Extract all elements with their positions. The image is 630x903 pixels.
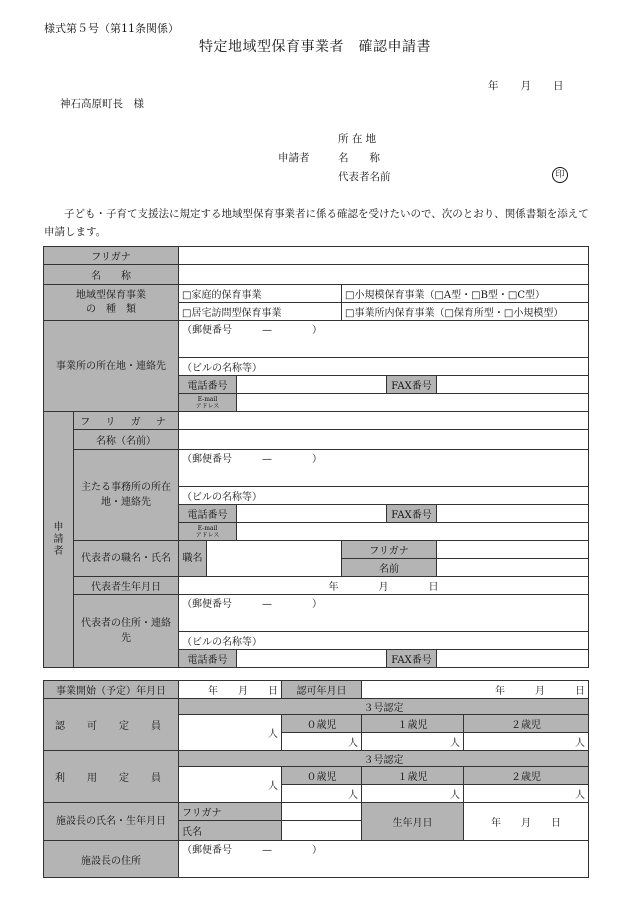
main-email-input[interactable] bbox=[237, 523, 589, 541]
date-line: 年 月 日 bbox=[488, 80, 564, 92]
label-applicant-name: 名称（名前） bbox=[74, 430, 179, 450]
office-tel-input[interactable] bbox=[237, 376, 387, 394]
label-age2-b: ２歳児 bbox=[464, 767, 589, 785]
type-home[interactable]: □家庭的保育事業 bbox=[179, 285, 342, 303]
label-cert3-b: ３号認定 bbox=[179, 751, 589, 767]
director-furigana-input[interactable] bbox=[282, 803, 362, 821]
label-main-email: E-mail アドレス bbox=[195, 524, 220, 539]
document-title: 特定地域型保育事業者 確認申請書 bbox=[199, 39, 431, 55]
application-form-table bbox=[43, 246, 589, 668]
label-capacity-use: 利 用 定 員 bbox=[44, 751, 179, 803]
label-furigana: フリガナ bbox=[44, 247, 179, 265]
applicant-name-input[interactable] bbox=[179, 430, 589, 450]
name-input[interactable] bbox=[179, 265, 589, 285]
director-name-input[interactable] bbox=[282, 821, 362, 841]
start-date-input[interactable]: 年 月 日 bbox=[179, 681, 282, 699]
rep-building[interactable]: （ビルの名称等） bbox=[179, 632, 589, 650]
label-rep-birth: 代表者生年月日 bbox=[74, 577, 179, 595]
label-shoku: 職名 bbox=[179, 541, 207, 577]
label-director-name: 施設長の氏名・生年月日 bbox=[44, 803, 179, 841]
label-director-shimei: 氏名 bbox=[179, 821, 282, 841]
field-address: 所 在 地 bbox=[338, 133, 377, 145]
label-director-furigana: フリガナ bbox=[179, 803, 282, 821]
label-age1-b: １歳児 bbox=[362, 767, 464, 785]
field-representative: 代表者名前 bbox=[338, 171, 391, 183]
main-office-building[interactable]: （ビルの名称等） bbox=[179, 487, 589, 505]
label-main-tel: 電話番号 bbox=[179, 505, 237, 523]
field-name: 名 称 bbox=[338, 152, 380, 164]
use-age2[interactable]: 人 bbox=[464, 785, 589, 803]
furigana-input[interactable] bbox=[179, 247, 589, 265]
label-main-office: 主たる事務所の所在地・連絡先 bbox=[74, 450, 179, 541]
applicant-furigana-input[interactable] bbox=[179, 412, 589, 430]
label-director-birth: 生年月日 bbox=[362, 803, 464, 841]
rep-title-input[interactable] bbox=[207, 541, 342, 577]
label-age0-b: ０歳児 bbox=[282, 767, 362, 785]
director-birth-input[interactable]: 年 月 日 bbox=[464, 803, 589, 841]
label-applicant-furigana: フ リ ガ ナ bbox=[74, 412, 179, 430]
form-number: 様式第５号（第11条関係） bbox=[44, 22, 179, 35]
use-total[interactable]: 人 bbox=[179, 767, 282, 803]
label-office-fax: FAX番号 bbox=[387, 376, 437, 394]
label-age1-a: １歳児 bbox=[362, 715, 464, 733]
label-name: 名 称 bbox=[44, 265, 179, 285]
addressee: 神石高原町長 様 bbox=[60, 98, 144, 110]
type-office[interactable]: □事業所内保育事業（□保育所型・□小規模型） bbox=[342, 303, 589, 321]
rep-birth-input[interactable]: 年 月 日 bbox=[179, 577, 589, 595]
rep-tel-input[interactable] bbox=[237, 650, 387, 668]
use-age1[interactable]: 人 bbox=[362, 785, 464, 803]
rep-furigana-input[interactable] bbox=[437, 541, 589, 559]
type-visit[interactable]: □居宅訪問型保育事業 bbox=[179, 303, 342, 321]
use-age0[interactable]: 人 bbox=[282, 785, 362, 803]
label-office-tel: 電話番号 bbox=[179, 376, 237, 394]
main-office-postal[interactable]: （郵便番号 — ） bbox=[179, 450, 589, 487]
label-start-date: 事業開始（予定）年月日 bbox=[44, 681, 179, 699]
label-age0-a: ０歳児 bbox=[282, 715, 362, 733]
type-small[interactable]: □小規模保育事業（□A型・□B型・□C型） bbox=[342, 285, 589, 303]
label-capacity-approved: 認 可 定 員 bbox=[44, 699, 179, 751]
intro-text: 子ども・子育て支援法に規定する地域型保育事業者に係る確認を受けたいので、次のとおり、関係書類を添えて申請します。 bbox=[44, 208, 589, 238]
approval-date-input[interactable]: 年 月 日 bbox=[362, 681, 589, 699]
capacity-table bbox=[43, 680, 589, 878]
label-office-email: E-mail アドレス bbox=[195, 395, 220, 410]
rep-fax-input[interactable] bbox=[437, 650, 589, 668]
label-approval-date: 認可年月日 bbox=[282, 681, 362, 699]
applicant-label: 申請者 bbox=[278, 152, 310, 164]
label-rep-title-name: 代表者の職名・氏名 bbox=[74, 541, 179, 577]
label-rep-name: 名前 bbox=[342, 559, 437, 577]
label-director-address: 施設長の住所 bbox=[44, 841, 179, 878]
rep-name-input[interactable] bbox=[437, 559, 589, 577]
label-age2-a: ２歳児 bbox=[464, 715, 589, 733]
label-rep-tel: 電話番号 bbox=[179, 650, 237, 668]
label-business-type: 地域型保育事業 の 種 類 bbox=[44, 285, 179, 321]
office-building[interactable]: （ビルの名称等） bbox=[179, 358, 589, 376]
office-fax-input[interactable] bbox=[437, 376, 589, 394]
label-rep-fax: FAX番号 bbox=[387, 650, 437, 668]
director-address-input[interactable]: （郵便番号 — ） bbox=[179, 841, 589, 878]
label-cert3-a: ３号認定 bbox=[179, 699, 589, 715]
label-office-address: 事業所の所在地・連絡先 bbox=[44, 321, 179, 412]
main-fax-input[interactable] bbox=[437, 505, 589, 523]
label-rep-furigana: フリガナ bbox=[342, 541, 437, 559]
label-main-fax: FAX番号 bbox=[387, 505, 437, 523]
office-email-input[interactable] bbox=[237, 394, 589, 412]
seal-mark: 印 bbox=[552, 167, 568, 183]
approved-total[interactable]: 人 bbox=[179, 715, 282, 751]
approved-age2[interactable]: 人 bbox=[464, 733, 589, 751]
approved-age0[interactable]: 人 bbox=[282, 733, 362, 751]
office-postal[interactable]: （郵便番号 — ） bbox=[179, 321, 589, 358]
approved-age1[interactable]: 人 bbox=[362, 733, 464, 751]
main-tel-input[interactable] bbox=[237, 505, 387, 523]
label-rep-address: 代表者の住所・連絡先 bbox=[74, 595, 179, 668]
label-applicant-vertical: 申 請 者 bbox=[44, 412, 74, 668]
rep-postal[interactable]: （郵便番号 — ） bbox=[179, 595, 589, 632]
